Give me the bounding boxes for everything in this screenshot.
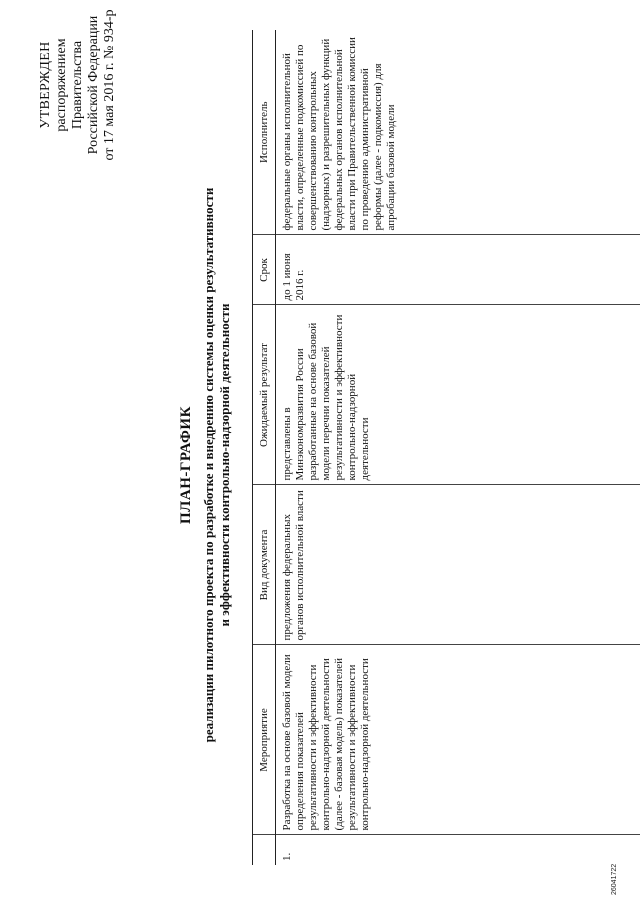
plan-table	[252, 30, 640, 865]
header-event: Мероприятие	[253, 645, 276, 835]
header-deadline: Срок	[253, 235, 276, 305]
table-row	[276, 30, 640, 865]
cell-event: Разработка на основе базовой модели определения показателей результативности и эффективности контрольно-надзорной деятельности (далее - базовая модель) показателей результативности и эффективности контрольно-надзорной деятельности	[276, 645, 640, 835]
header-number	[253, 835, 276, 865]
approval-line-3: от 17 мая 2016 г. № 934-р	[102, 9, 117, 161]
approval-line-1: распоряжением Правительства	[54, 38, 85, 132]
cell-expected-result: представлены в Минэкономразвития России разработанные на основе базовой модели перечни показателей результативности и эффективности контрольно-надзорной деятельности	[276, 305, 640, 485]
title-main: ПЛАН-ГРАФИК	[178, 406, 194, 524]
approval-stamp	[38, 5, 118, 165]
cell-deadline: до 1 июня 2016 г.	[276, 235, 640, 305]
header-document-type: Вид документа	[253, 485, 276, 645]
document-title	[178, 145, 233, 785]
document-code: 26041722	[611, 863, 618, 895]
cell-executor: федеральные органы исполнительной власти, определенные подкомиссией по совершенствованию контрольных (надзорных) и разрешительных функций федеральных органов исполнительной власти при Правительственной комиссии по проведению административной реформы (далее - подкомиссия) для апробации базовой модели	[276, 30, 640, 235]
cell-document-type: предложения федеральных органов исполнительной власти	[276, 485, 640, 645]
title-sub-line-1: реализации пилотного проекта по разработке и внедрению системы оценки результативности	[201, 187, 216, 743]
header-expected-result: Ожидаемый результат	[253, 305, 276, 485]
approval-heading: УТВЕРЖДЕН	[38, 41, 53, 129]
row-number: 1.	[281, 852, 293, 861]
approval-line-2: Российской Федерации	[86, 15, 101, 155]
title-sub-line-2: и эффективности контрольно-надзорной деятельности	[217, 303, 232, 627]
header-executor: Исполнитель	[253, 30, 276, 235]
table-header-row	[253, 30, 276, 865]
